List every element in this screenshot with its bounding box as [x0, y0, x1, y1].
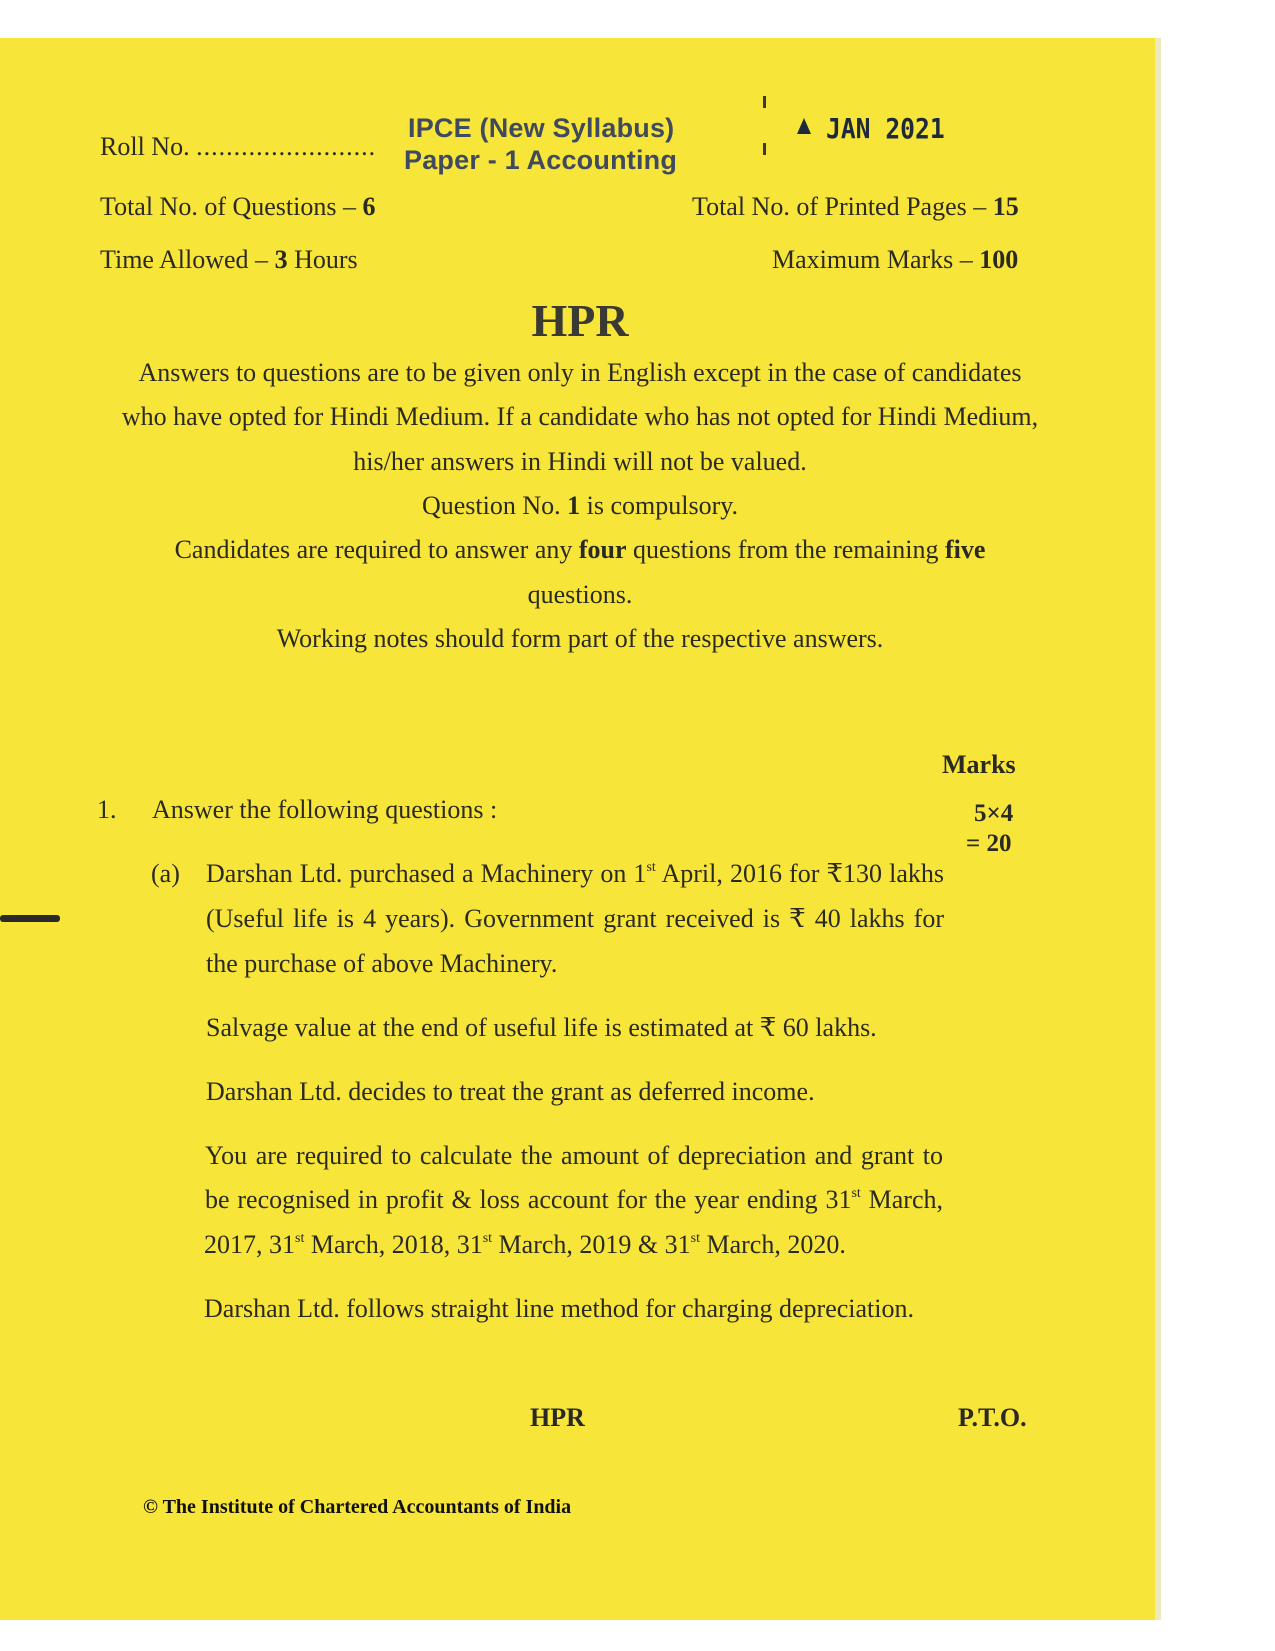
- paper-code-title: HPR: [531, 295, 629, 346]
- maximum-marks: [772, 245, 1018, 275]
- instruction-line-2: who have opted for Hindi Medium. If a candidate who has not opted for Hindi Medium,: [121, 402, 1039, 431]
- footer-paper-code: HPR: [530, 1403, 585, 1432]
- syllabus-stamp: IPCE (New Syllabus): [408, 113, 675, 143]
- part-a-requirement-line3: [204, 1230, 846, 1260]
- max-marks-label: Maximum Marks –: [772, 245, 973, 274]
- roll-label: Roll No.: [100, 132, 190, 161]
- part-a-para1-line3: the purchase of above Machinery.: [206, 949, 558, 978]
- superscript: st: [690, 1231, 700, 1246]
- marks-header: Marks: [942, 750, 1016, 779]
- total-questions-value: 6: [362, 192, 376, 221]
- printed-pages-label: Total No. of Printed Pages –: [692, 192, 987, 221]
- stamp-tick: [763, 143, 766, 155]
- sheet-edge: [1155, 38, 1161, 1620]
- question-number: 1.: [97, 795, 117, 824]
- part-a-depreciation-method: Darshan Ltd. follows straight line method for charging depreciation.: [204, 1294, 914, 1323]
- printed-pages: [692, 192, 1019, 222]
- answer-instruction-end: questions.: [527, 580, 633, 609]
- time-allowed: [100, 245, 358, 275]
- printed-pages-value: 15: [992, 192, 1019, 221]
- footer-pto: P.T.O.: [958, 1403, 1027, 1432]
- total-questions: [100, 192, 376, 222]
- part-a-label: (a): [151, 859, 180, 888]
- superscript: st: [646, 860, 656, 875]
- answer-five: five: [944, 535, 986, 564]
- margin-mark: [0, 915, 60, 922]
- part-a-salvage-value: Salvage value at the end of useful life is estimated at ₹ 60 lakhs.: [206, 1013, 877, 1042]
- answer-four: four: [578, 535, 627, 564]
- p4-line3-a: 2017, 31: [204, 1230, 295, 1259]
- part-a-requirement-line1: You are required to calculate the amount of depreciation and grant to: [205, 1141, 943, 1170]
- time-value: 3: [274, 245, 288, 274]
- answer-instruction: [0, 535, 1160, 565]
- instruction-line-3: his/her answers in Hindi will not be valued.: [353, 447, 807, 476]
- p4-line3-c: March, 2019 & 31: [498, 1230, 691, 1259]
- compulsory-pre: Question No.: [421, 491, 561, 520]
- p4-line2-pre: be recognised in profit & loss account for the year ending 31: [205, 1185, 852, 1214]
- superscript: st: [851, 1186, 861, 1201]
- question-text: Answer the following questions :: [152, 795, 498, 824]
- paper-stamp: Paper - 1 Accounting: [404, 145, 678, 175]
- total-questions-label: Total No. of Questions –: [100, 192, 356, 221]
- p1-line1-post: April, 2016 for ₹130 lakhs: [661, 859, 944, 888]
- max-marks-value: 100: [979, 245, 1019, 274]
- roll-number: [100, 132, 376, 162]
- p4-line3-b: March, 2018, 31: [310, 1230, 483, 1259]
- part-a-requirement-line2: [205, 1185, 943, 1215]
- question-paper-sheet: [0, 38, 1160, 1620]
- exam-date-stamp: JAN 2021: [826, 112, 945, 145]
- time-label: Time Allowed –: [100, 245, 269, 274]
- part-a-deferred-income: Darshan Ltd. decides to treat the grant as deferred income.: [206, 1077, 815, 1106]
- question-marks-line-1: 5×4: [974, 800, 1014, 827]
- p4-line3-d: March, 2020.: [706, 1230, 846, 1259]
- stamp-tick: [763, 96, 766, 108]
- compulsory-instruction: [0, 491, 1160, 521]
- compulsory-post: is compulsory.: [586, 491, 739, 520]
- working-notes-instruction: Working notes should form part of the respective answers.: [276, 624, 884, 653]
- instruction-line-1: Answers to questions are to be given only in English except in the case of candidates: [138, 358, 1022, 387]
- answer-mid: questions from the remaining: [633, 535, 939, 564]
- time-unit: Hours: [294, 245, 358, 274]
- p1-line1-pre: Darshan Ltd. purchased a Machinery on 1: [206, 859, 647, 888]
- question-marks-line-2: = 20: [966, 830, 1012, 857]
- part-a-para1-line1: [206, 859, 944, 889]
- compulsory-num: 1: [567, 491, 581, 520]
- part-a-para1-line2: (Useful life is 4 years). Government grant received is ₹ 40 lakhs for: [206, 904, 944, 933]
- arrow-icon: [797, 118, 811, 134]
- copyright-notice: © The Institute of Chartered Accountants of India: [143, 1496, 572, 1518]
- p4-line2-post: March,: [868, 1185, 943, 1214]
- roll-dots: ........................: [196, 132, 377, 161]
- answer-pre: Candidates are required to answer any: [174, 535, 573, 564]
- superscript: st: [482, 1231, 493, 1246]
- superscript: st: [295, 1231, 305, 1246]
